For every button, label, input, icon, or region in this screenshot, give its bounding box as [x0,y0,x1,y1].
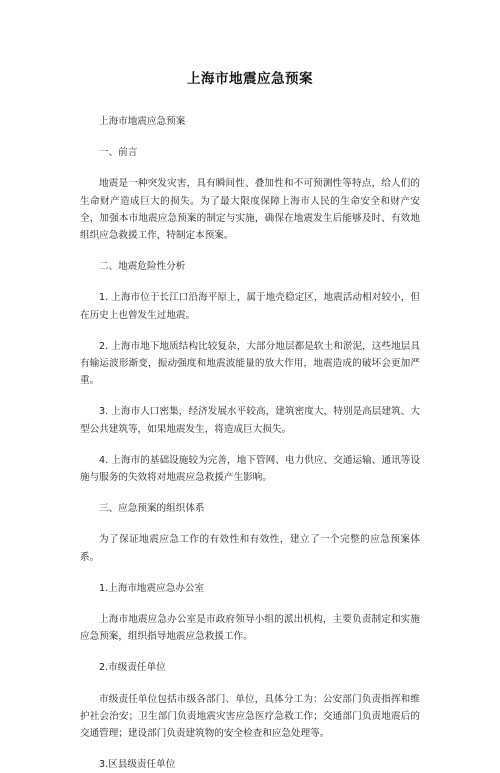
body-paragraph: 1. 上海市位于长江口沿海平原上，属于地壳稳定区，地震活动相对较小，但在历史上也曾发生过地震。 [80,292,420,321]
body-paragraph: 4. 上海市的基础设施较为完善，地下管网、电力供应、交通运输、通讯等设施与服务的失效将对地震应急救援产生影响。 [80,454,420,484]
section-heading: 一、前言 [99,147,138,159]
body-paragraph: 为了保证地震应急工作的有效性和有效性，建立了一个完整的应急预案体系。 [80,534,420,563]
document-body [80,113,420,773]
body-paragraph: 市级责任单位包括市级各部门、单位，具体分工为：公安部门负责指挥和维护社会治安；卫生部门负责地震灾害应急医疗急救工作；交通部门负责地震后的交通管理；建设部门负责建筑物的安全检查和应急处理等。 [80,693,420,740]
section-heading: 二、地震危险性分析 [99,261,186,273]
section-heading: 2.市级责任单位 [99,662,166,674]
body-paragraph: 地震是一种突发灾害，具有瞬间性、叠加性和不可预测性等特点，给人们的生命财产造成巨大的损失。为了最大限度保障上海市人民的生命安全和财产安全，加强本市地震应急预案的制定与实施，确保在地震发生后能够及时、有效地组织应急救援工作，特制定本预案。 [80,178,420,242]
section-heading: 三、应急预案的组织体系 [99,503,205,515]
section-heading: 3.区县级责任单位 [99,759,176,771]
section-heading: 上海市地震应急预案 [99,116,186,127]
body-paragraph: 3. 上海市人口密集，经济发展水平较高，建筑密度大，特别是高层建筑、大型公共建筑等，如果地震发生，将造成巨大损失。 [80,406,420,435]
document-title: 上海市地震应急预案 [187,71,313,87]
body-paragraph: 上海市地震应急办公室是市政府领导小组的派出机构，主要负责制定和实施应急预案，组织指导地震应急救援工作。 [80,614,420,643]
section-heading: 1.上海市地震应急办公室 [99,582,205,594]
body-paragraph: 2. 上海市地下地质结构比较复杂，大部分地层都是软土和淤泥，这些地层具有输运波形渐变，振动强度和地震波能量的放大作用，地震造成的破坏会更加严重。 [80,340,420,387]
